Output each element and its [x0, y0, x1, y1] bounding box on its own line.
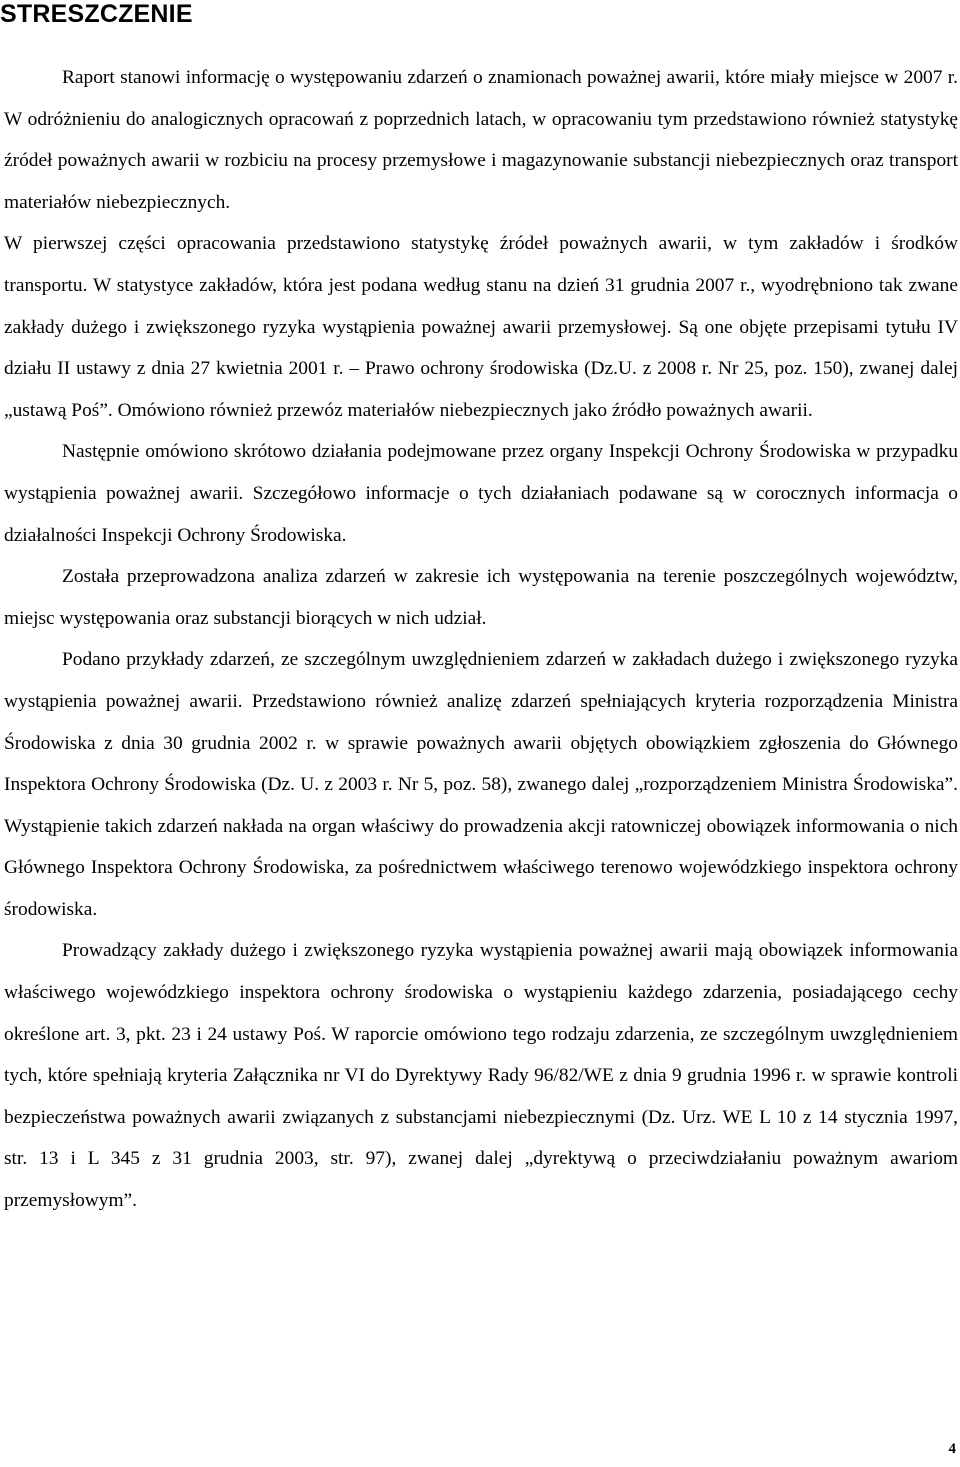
document-body: [4, 57, 958, 1222]
paragraph-analysis: Została przeprowadzona analiza zdarzeń w zakresie ich występowania na terenie poszczególnych województw, miejsc występowania oraz substancji biorących w nich udział.: [4, 566, 958, 629]
paragraph-statistics: W pierwszej części opracowania przedstawiono statystykę źródeł poważnych awarii, w tym zakładów i środków transportu. W statystyce zakładów, która jest podana według stanu na dzień 31 grudnia 2007 r., wyodrębniono tak zwane zakłady dużego i zwiększonego ryzyka wystąpienia poważnej awarii przemysłowej. Są one objęte przepisami tytułu IV działu II ustawy z dnia 27 kwietnia 2001 r. – Prawo ochrony środowiska (Dz.U. z 2008 r. Nr 25, poz. 150), zwanej dalej „ustawą Poś”. Omówiono również przewóz materiałów niebezpiecznych jako źródło poważnych awarii.: [4, 233, 958, 421]
paragraph-operators-obligation: Prowadzący zakłady dużego i zwiększonego ryzyka wystąpienia poważnej awarii mają obowiązek informowania właściwego wojewódzkiego inspektora ochrony środowiska o wystąpieniu każdego zdarzenia, posiadającego cechy określone art. 3, pkt. 23 i 24 ustawy Poś. W raporcie omówiono tego rodzaju zdarzenia, ze szczególnym uwzględnieniem tych, które spełniają kryteria Załącznika nr VI do Dyrektywy Rady 96/82/WE z dnia 9 grudnia 1996 r. w sprawie kontroli bezpieczeństwa poważnych awarii związanych z substancjami niebezpiecznymi (Dz. Urz. WE L 10 z 14 stycznia 1997, str. 13 i L 345 z 31 grudnia 2003, str. 97), zwanej dalej „dyrektywą o przeciwdziałaniu poważnym awariom przemysłowym”.: [4, 940, 958, 1212]
page-number: 4: [948, 1441, 956, 1457]
paragraph-examples: Podano przykłady zdarzeń, ze szczególnym uwzględnieniem zdarzeń w zakładach dużego i zwiększonego ryzyka wystąpienia poważnej awarii. Przedstawiono również analizę zdarzeń spełniających kryteria rozporządzenia Ministra Środowiska z dnia 30 grudnia 2002 r. w sprawie poważnych awarii objętych obowiązkiem zgłoszenia do Głównego Inspektora Ochrony Środowiska (Dz. U. z 2003 r. Nr 5, poz. 58), zwanego dalej „rozporządzeniem Ministra Środowiska”. Wystąpienie takich zdarzeń nakłada na organ właściwy do prowadzenia akcji ratowniczej obowiązek informowania o nich Głównego Inspektora Ochrony Środowiska, za pośrednictwem właściwego terenowo wojewódzkiego inspektora ochrony środowiska.: [4, 649, 958, 920]
paragraph-intro: Raport stanowi informację o występowaniu zdarzeń o znamionach poważnej awarii, które miały miejsce w 2007 r. W odróżnieniu do analogicznych opracowań z poprzednich latach, w opracowaniu tym przedstawiono również statystykę źródeł poważnych awarii w rozbiciu na procesy przemysłowe i magazynowanie substancji niebezpiecznych oraz transport materiałów niebezpiecznych.: [4, 67, 958, 213]
document-title: STRESZCZENIE: [0, 0, 193, 28]
paragraph-inspection-actions: Następnie omówiono skrótowo działania podejmowane przez organy Inspekcji Ochrony Środowiska w przypadku wystąpienia poważnej awarii. Szczegółowo informacje o tych działaniach podawane są w corocznych informacja o działalności Inspekcji Ochrony Środowiska.: [4, 441, 958, 546]
